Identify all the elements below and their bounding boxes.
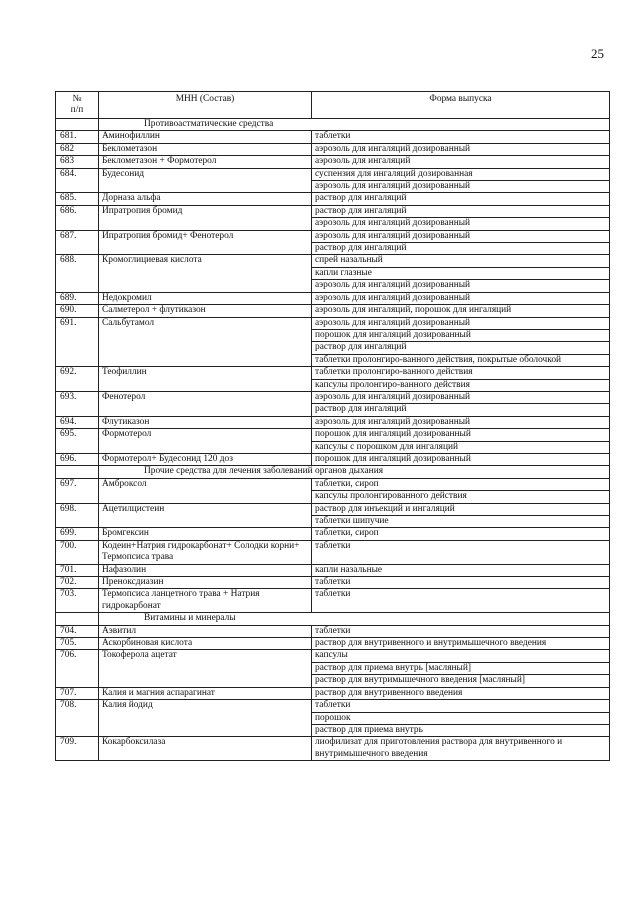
release-form: таблетки [312,589,610,613]
table-row [56,503,610,515]
header-number-line2: п/п [70,105,84,115]
item-number: 709. [56,737,99,761]
item-number: 682 [56,143,99,155]
section-row [56,613,610,625]
item-number: 700. [56,540,99,564]
drug-name: Аэвитил [99,625,312,637]
release-form: капсулы [312,650,610,662]
release-form: раствор для внутривенного введения [312,687,610,699]
release-form: аэрозоль для ингаляций [312,156,610,168]
section-number-cell [56,466,99,478]
table-row [56,317,610,329]
table-row [56,638,610,650]
table-row [56,156,610,168]
item-number: 702. [56,577,99,589]
item-number: 708. [56,700,99,737]
drug-name: Беклометазон + Формотерол [99,156,312,168]
release-form: капсулы пролонгиро-ванного действия [312,379,610,391]
drug-name: Недокромил [99,292,312,304]
item-number: 697. [56,478,99,503]
table-row [56,391,610,403]
item-number: 688. [56,255,99,292]
release-form: таблетки [312,540,610,564]
item-number: 696. [56,453,99,465]
item-number: 685. [56,193,99,205]
table-row [56,589,610,613]
drug-name: Нафазолин [99,564,312,576]
item-number: 683 [56,156,99,168]
header-form: Форма выпуска [312,92,610,119]
release-form: аэрозоль для ингаляций дозированный [312,416,610,428]
drug-name: Преноксдиазин [99,577,312,589]
release-form: таблетки, сироп [312,478,610,490]
section-row [56,119,610,131]
item-number: 686. [56,205,99,230]
release-form: аэрозоль для ингаляций дозированный [312,391,610,403]
item-number: 689. [56,292,99,304]
release-form: порошок для ингаляций дозированный [312,329,610,341]
table-row [56,168,610,180]
page-number: 25 [591,46,604,61]
release-form: аэрозоль для ингаляций дозированный [312,292,610,304]
table-row [56,528,610,540]
release-form: таблетки [312,131,610,143]
table-row [56,143,610,155]
release-form: аэрозоль для ингаляций дозированный [312,317,610,329]
drug-name: Фенотерол [99,391,312,416]
item-number: 687. [56,230,99,255]
release-form: аэрозоль для ингаляций, порошок для ингаляций [312,305,610,317]
drug-name: Ипратропия бромид [99,205,312,230]
item-number: 704. [56,625,99,637]
release-form: таблетки, сироп [312,528,610,540]
release-form: таблетки шипучие [312,516,610,528]
section-title: Прочие средства для лечения заболеваний органов дыхания [99,466,610,478]
section-row [56,466,610,478]
item-number: 692. [56,367,99,392]
release-form: лиофилизат для приготовления раствора для внутривенного и внутримышечного введения [312,737,610,761]
release-form: раствор для приема внутрь [масляный] [312,662,610,674]
item-number: 693. [56,391,99,416]
release-form: капсулы с порошком для ингаляций [312,441,610,453]
header-inn: МНН (Состав) [99,92,312,119]
drug-name: Флутиказон [99,416,312,428]
release-form: раствор для внутримышечного введения [масляный] [312,675,610,687]
release-form: раствор для приема внутрь [312,724,610,736]
table-row [56,367,610,379]
header-number-line1: № [72,94,82,104]
release-form: порошок для ингаляций дозированный [312,429,610,441]
header-number [56,92,99,119]
release-form: капсулы пролонгированного действия [312,491,610,503]
item-number: 706. [56,650,99,687]
item-number: 698. [56,503,99,528]
release-form: порошок [312,712,610,724]
table-row [56,687,610,699]
table-header-row [56,92,610,119]
table-row [56,292,610,304]
drug-name: Кромоглициевая кислота [99,255,312,292]
drug-name: Формотерол+ Будесонид 120 доз [99,453,312,465]
table-row [56,577,610,589]
item-number: 681. [56,131,99,143]
drug-name: Ацетилцистеин [99,503,312,528]
table-row [56,737,610,761]
table-row [56,478,610,490]
drug-name: Кокарбоксилаза [99,737,312,761]
drug-name: Амброксол [99,478,312,503]
release-form: аэрозоль для ингаляций дозированный [312,143,610,155]
section-number-cell [56,613,99,625]
release-form: таблетки [312,700,610,712]
item-number: 699. [56,528,99,540]
release-form: капли назальные [312,564,610,576]
release-form: таблетки пролонгиро-ванного действия [312,367,610,379]
table-row [56,453,610,465]
release-form: раствор для внутривенного и внутримышечного введения [312,638,610,650]
drug-name: Салметерол + флутиказон [99,305,312,317]
item-number: 707. [56,687,99,699]
table-row [56,205,610,217]
release-form: таблетки [312,625,610,637]
release-form: раствор для ингаляций [312,205,610,217]
drug-name: Бромгексин [99,528,312,540]
table-row [56,429,610,441]
drug-name: Токоферола ацетат [99,650,312,687]
drug-list-table [55,91,610,761]
drug-name: Беклометазон [99,143,312,155]
table-row [56,230,610,242]
table-row [56,650,610,662]
release-form: раствор для ингаляций [312,243,610,255]
table-row [56,700,610,712]
table-row [56,540,610,564]
table-row [56,416,610,428]
release-form: таблетки пролонгиро-ванного действия, покрытые оболочкой [312,354,610,366]
drug-name: Аскорбиновая кислота [99,638,312,650]
item-number: 690. [56,305,99,317]
release-form: порошок для ингаляций дозированный [312,453,610,465]
release-form: раствор для ингаляций [312,193,610,205]
section-title: Витамины и минералы [99,613,610,625]
table-row [56,625,610,637]
drug-name: Ипратропия бромид+ Фенотерол [99,230,312,255]
release-form: аэрозоль для ингаляций дозированный [312,218,610,230]
table-row [56,564,610,576]
item-number: 701. [56,564,99,576]
drug-name: Сальбутамол [99,317,312,367]
release-form: капли глазные [312,267,610,279]
table-row [56,131,610,143]
release-form: аэрозоль для ингаляций дозированный [312,280,610,292]
item-number: 705. [56,638,99,650]
table-row [56,255,610,267]
release-form: раствор для инъекций и ингаляций [312,503,610,515]
release-form: спрей назальный [312,255,610,267]
drug-name: Будесонид [99,168,312,193]
drug-name: Аминофиллин [99,131,312,143]
drug-name: Формотерол [99,429,312,454]
drug-name: Калия йодид [99,700,312,737]
drug-name: Дорназа альфа [99,193,312,205]
section-number-cell [56,119,99,131]
release-form: аэрозоль для ингаляций дозированный [312,230,610,242]
item-number: 694. [56,416,99,428]
drug-name: Термопсиса ланцетного трава + Натрия гидрокарбонат [99,589,312,613]
item-number: 684. [56,168,99,193]
item-number: 695. [56,429,99,454]
release-form: суспензия для ингаляций дозированная [312,168,610,180]
release-form: раствор для ингаляций [312,404,610,416]
drug-name: Кодеин+Натрия гидрокарбонат+ Солодки корни+ Термопсиса трава [99,540,312,564]
drug-name: Теофиллин [99,367,312,392]
release-form: таблетки [312,577,610,589]
drug-name: Калия и магния аспарагинат [99,687,312,699]
section-title: Противоастматические средства [99,119,610,131]
release-form: раствор для ингаляций [312,342,610,354]
table-row [56,305,610,317]
item-number: 703. [56,589,99,613]
release-form: аэрозоль для ингаляций дозированный [312,181,610,193]
table-body [56,119,610,761]
table-row [56,193,610,205]
item-number: 691. [56,317,99,367]
